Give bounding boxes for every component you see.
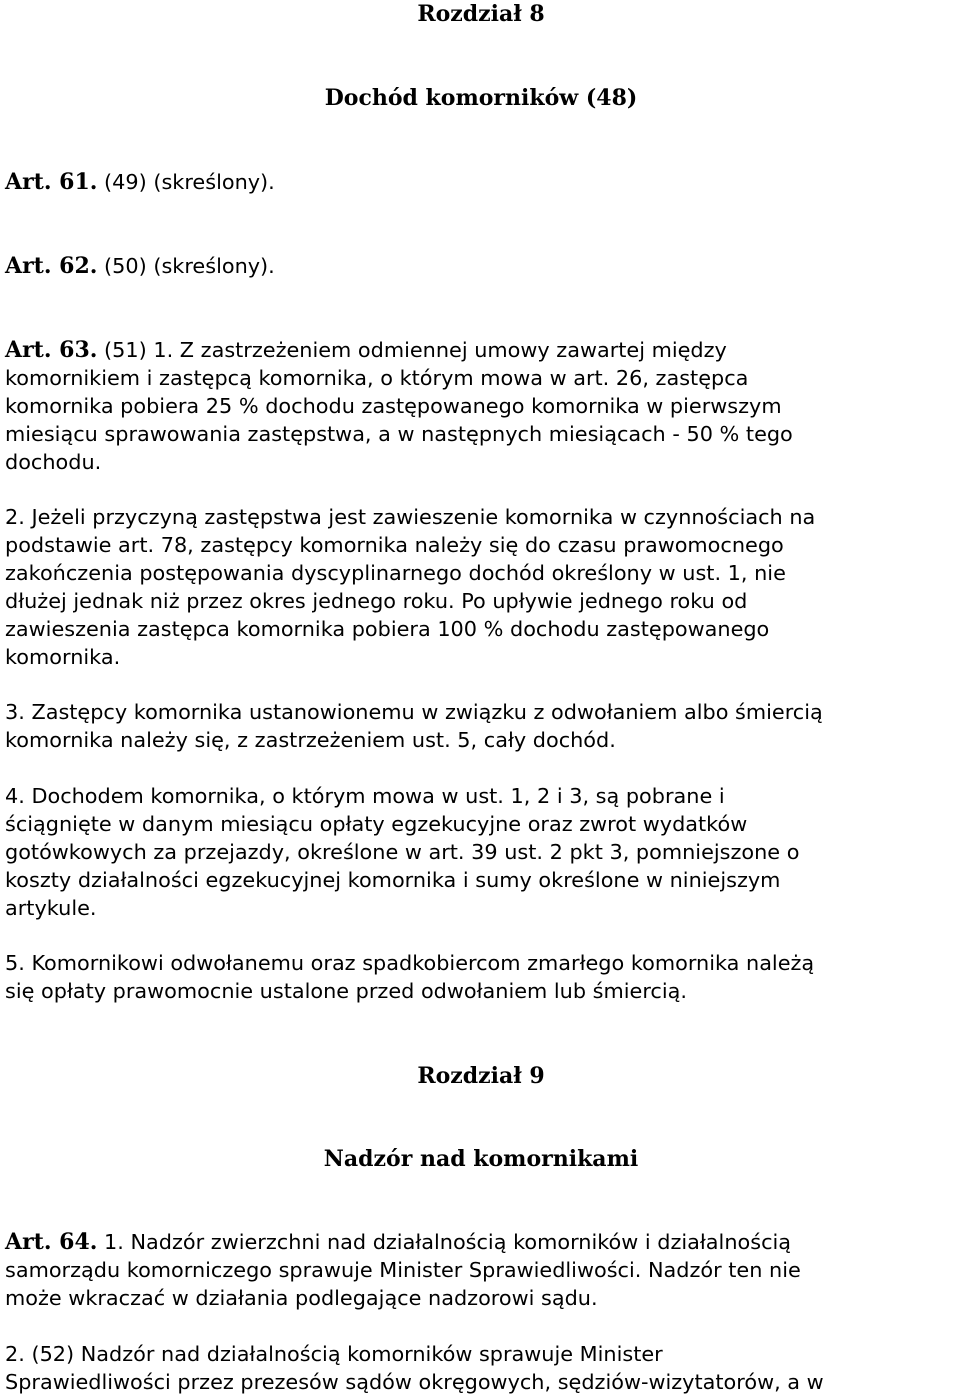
text-line: 2. (52) Nadzór nad działalnością komorników sprawuje Minister <box>5 1342 663 1366</box>
text-line: 3. Zastępcy komornika ustanowionemu w związku z odwołaniem albo śmiercią <box>5 700 823 724</box>
text-line-content: (51) 1. Z zastrzeżeniem odmiennej umowy zawartej między <box>104 338 727 362</box>
text-line: podstawie art. 78, zastępcy komornika należy się do czasu prawomocnego <box>5 533 784 557</box>
text-line: komornika należy się, z zastrzeżeniem ust. 5, cały dochód. <box>5 728 616 752</box>
chapter-9-title: Rozdział 9 <box>417 1063 545 1089</box>
article-62-label: Art. 62. <box>5 253 98 279</box>
text-line: koszty działalności egzekucyjnej komornika i sumy określone w niniejszym <box>5 868 781 892</box>
article-63-paragraph-5 <box>5 949 957 1005</box>
text-line: komornika. <box>5 645 121 669</box>
text-line: miesiącu sprawowania zastępstwa, a w następnych miesiącach - 50 % tego <box>5 422 793 446</box>
article-64-label: Art. 64. <box>5 1229 98 1255</box>
chapter-8-title: Rozdział 8 <box>417 1 545 27</box>
text-line: komornika pobiera 25 % dochodu zastępowanego komornika w pierwszym <box>5 394 782 418</box>
text-line <box>5 1228 957 1256</box>
text-line: samorządu komorniczego sprawuje Minister Sprawiedliwości. Nadzór ten nie <box>5 1258 801 1282</box>
article-64-paragraph-1 <box>5 1228 957 1312</box>
article-64-paragraph-2 <box>5 1340 957 1396</box>
text-line-content: 1. Nadzór zwierzchni nad działalnością komorników i działalnością <box>104 1230 792 1254</box>
text-line: dłużej jednak niż przez okres jednego roku. Po upływie jednego roku od <box>5 589 748 613</box>
article-61-label: Art. 61. <box>5 169 98 195</box>
article-63-paragraph-3 <box>5 698 957 754</box>
text-line: artykule. <box>5 896 97 920</box>
text-line: się opłaty prawomocnie ustalone przed odwołaniem lub śmiercią. <box>5 979 687 1003</box>
text-line: może wkraczać w działania podlegające nadzorowi sądu. <box>5 1286 598 1310</box>
text-line: gotówkowych za przejazdy, określone w art. 39 ust. 2 pkt 3, pomniejszone o <box>5 840 800 864</box>
article-63-paragraph-2 <box>5 503 957 671</box>
chapter-8-subtitle: Dochód komorników (48) <box>324 85 638 111</box>
text-line: ściągnięte w danym miesiącu opłaty egzekucyjne oraz zwrot wydatków <box>5 812 748 836</box>
text-line: dochodu. <box>5 450 102 474</box>
text-line: zakończenia postępowania dyscyplinarnego dochód określony w ust. 1, nie <box>5 561 786 585</box>
text-line: Sprawiedliwości przez prezesów sądów okręgowych, sędziów-wizytatorów, a w <box>5 1370 824 1394</box>
text-line: komornikiem i zastępcą komornika, o którym mowa w art. 26, zastępca <box>5 366 749 390</box>
article-61 <box>5 168 957 196</box>
article-63-label: Art. 63. <box>5 337 98 363</box>
article-63-paragraph-1 <box>5 336 957 476</box>
text-line: 5. Komornikowi odwołanemu oraz spadkobiercom zmarłego komornika należą <box>5 951 815 975</box>
article-61-text: (49) (skreślony). <box>104 170 275 194</box>
article-62 <box>5 252 957 280</box>
article-62-text: (50) (skreślony). <box>104 254 275 278</box>
article-63-paragraph-4 <box>5 782 957 922</box>
text-line <box>5 336 957 364</box>
chapter-9-subtitle: Nadzór nad komornikami <box>323 1146 639 1172</box>
text-line: 4. Dochodem komornika, o którym mowa w ust. 1, 2 i 3, są pobrane i <box>5 784 725 808</box>
text-line: 2. Jeżeli przyczyną zastępstwa jest zawieszenie komornika w czynnościach na <box>5 505 816 529</box>
text-line: zawieszenia zastępca komornika pobiera 100 % dochodu zastępowanego <box>5 617 770 641</box>
